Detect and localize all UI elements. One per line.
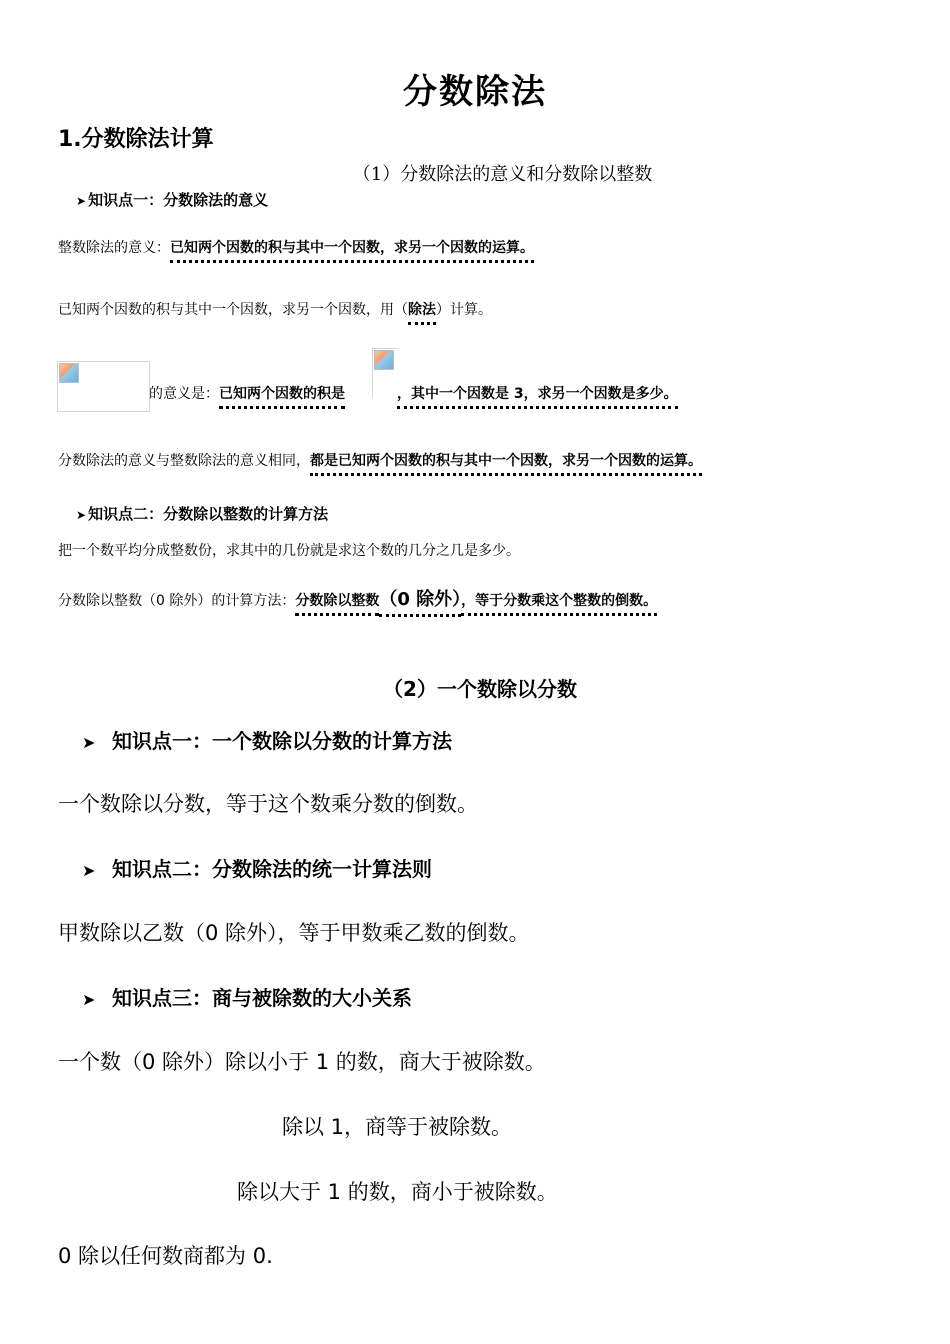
paragraph-same-meaning bbox=[58, 450, 702, 470]
emphasized-text: ，等于分数乘这个整数的倒数。 bbox=[461, 593, 657, 616]
text-prefix: 分数除法的意义与整数除法的意义相同， bbox=[58, 453, 310, 469]
arrow-bullet-icon: ➤ bbox=[76, 508, 87, 522]
paragraph-zero-division: 0 除以任何数商都为 0. bbox=[58, 1244, 273, 1268]
paragraph-unified-rule: 甲数除以乙数（0 除外），等于甲数乘乙数的倒数。 bbox=[58, 921, 530, 945]
broken-image-icon bbox=[372, 348, 398, 399]
text-part: 已知两个因数的积与其中一个因数，求另一个因数，用（ bbox=[58, 302, 408, 318]
paragraph-integer-division-meaning bbox=[58, 237, 534, 257]
emphasized-text: 分数除以整数 bbox=[295, 593, 379, 616]
text-part: 的意义是： bbox=[149, 386, 219, 402]
knowledge-point-label: 知识点二：分数除法的统一计算法则 bbox=[112, 857, 432, 881]
emphasized-text: 除法 bbox=[408, 302, 436, 325]
page-title: 分数除法 bbox=[403, 72, 547, 112]
arrow-bullet-icon: ➤ bbox=[76, 194, 87, 208]
text-prefix: 整数除法的意义： bbox=[58, 240, 170, 256]
knowledge-point-2 bbox=[76, 503, 328, 524]
paragraph-average-parts: 把一个数平均分成整数份，求其中的几份就是求这个数的几分之几是多少。 bbox=[58, 543, 520, 559]
emphasized-text: （0 除外） bbox=[379, 589, 461, 617]
paragraph-quotient-less: 除以大于 1 的数，商小于被除数。 bbox=[237, 1180, 558, 1204]
paragraph-quotient-greater: 一个数（0 除外）除以小于 1 的数，商大于被除数。 bbox=[58, 1050, 546, 1074]
arrow-bullet-icon: ➤ bbox=[82, 861, 96, 880]
knowledge-point-1 bbox=[76, 189, 268, 210]
paragraph-use-division bbox=[58, 299, 492, 319]
paragraph-fraction-division-meaning bbox=[149, 383, 345, 403]
emphasized-text: 已知两个因数的积是 bbox=[219, 386, 345, 409]
knowledge-point-label: 知识点一：一个数除以分数的计算方法 bbox=[112, 729, 452, 753]
subsection-title-1: （1）分数除法的意义和分数除以整数 bbox=[352, 164, 653, 185]
subsection-title-2: （2）一个数除以分数 bbox=[383, 677, 577, 701]
emphasized-text: 已知两个因数的积与其中一个因数，求另一个因数的运算。 bbox=[170, 240, 534, 263]
knowledge-point-3 bbox=[82, 725, 452, 754]
arrow-bullet-icon: ➤ bbox=[82, 733, 96, 752]
emphasized-text: 都是已知两个因数的积与其中一个因数，求另一个因数的运算。 bbox=[310, 453, 702, 476]
paragraph-number-div-fraction: 一个数除以分数，等于这个数乘分数的倒数。 bbox=[58, 792, 478, 816]
knowledge-point-label: 知识点二：分数除以整数的计算方法 bbox=[88, 505, 329, 523]
text-prefix: 分数除以整数（0 除外）的计算方法： bbox=[58, 593, 296, 609]
paragraph-quotient-equal: 除以 1，商等于被除数。 bbox=[282, 1115, 513, 1139]
paragraph-fraction-division-meaning-cont bbox=[397, 383, 678, 403]
knowledge-point-label: 知识点三：商与被除数的大小关系 bbox=[112, 986, 412, 1010]
section-heading: 1.分数除法计算 bbox=[58, 127, 214, 152]
knowledge-point-label: 知识点一：分数除法的意义 bbox=[88, 191, 269, 209]
text-part: ）计算。 bbox=[436, 302, 492, 318]
paragraph-calc-method bbox=[58, 585, 657, 611]
emphasized-text: ，其中一个因数是 3，求另一个因数是多少。 bbox=[397, 386, 678, 409]
knowledge-point-5 bbox=[82, 982, 412, 1011]
arrow-bullet-icon: ➤ bbox=[82, 990, 96, 1009]
knowledge-point-4 bbox=[82, 853, 432, 882]
broken-image-icon bbox=[57, 361, 150, 412]
